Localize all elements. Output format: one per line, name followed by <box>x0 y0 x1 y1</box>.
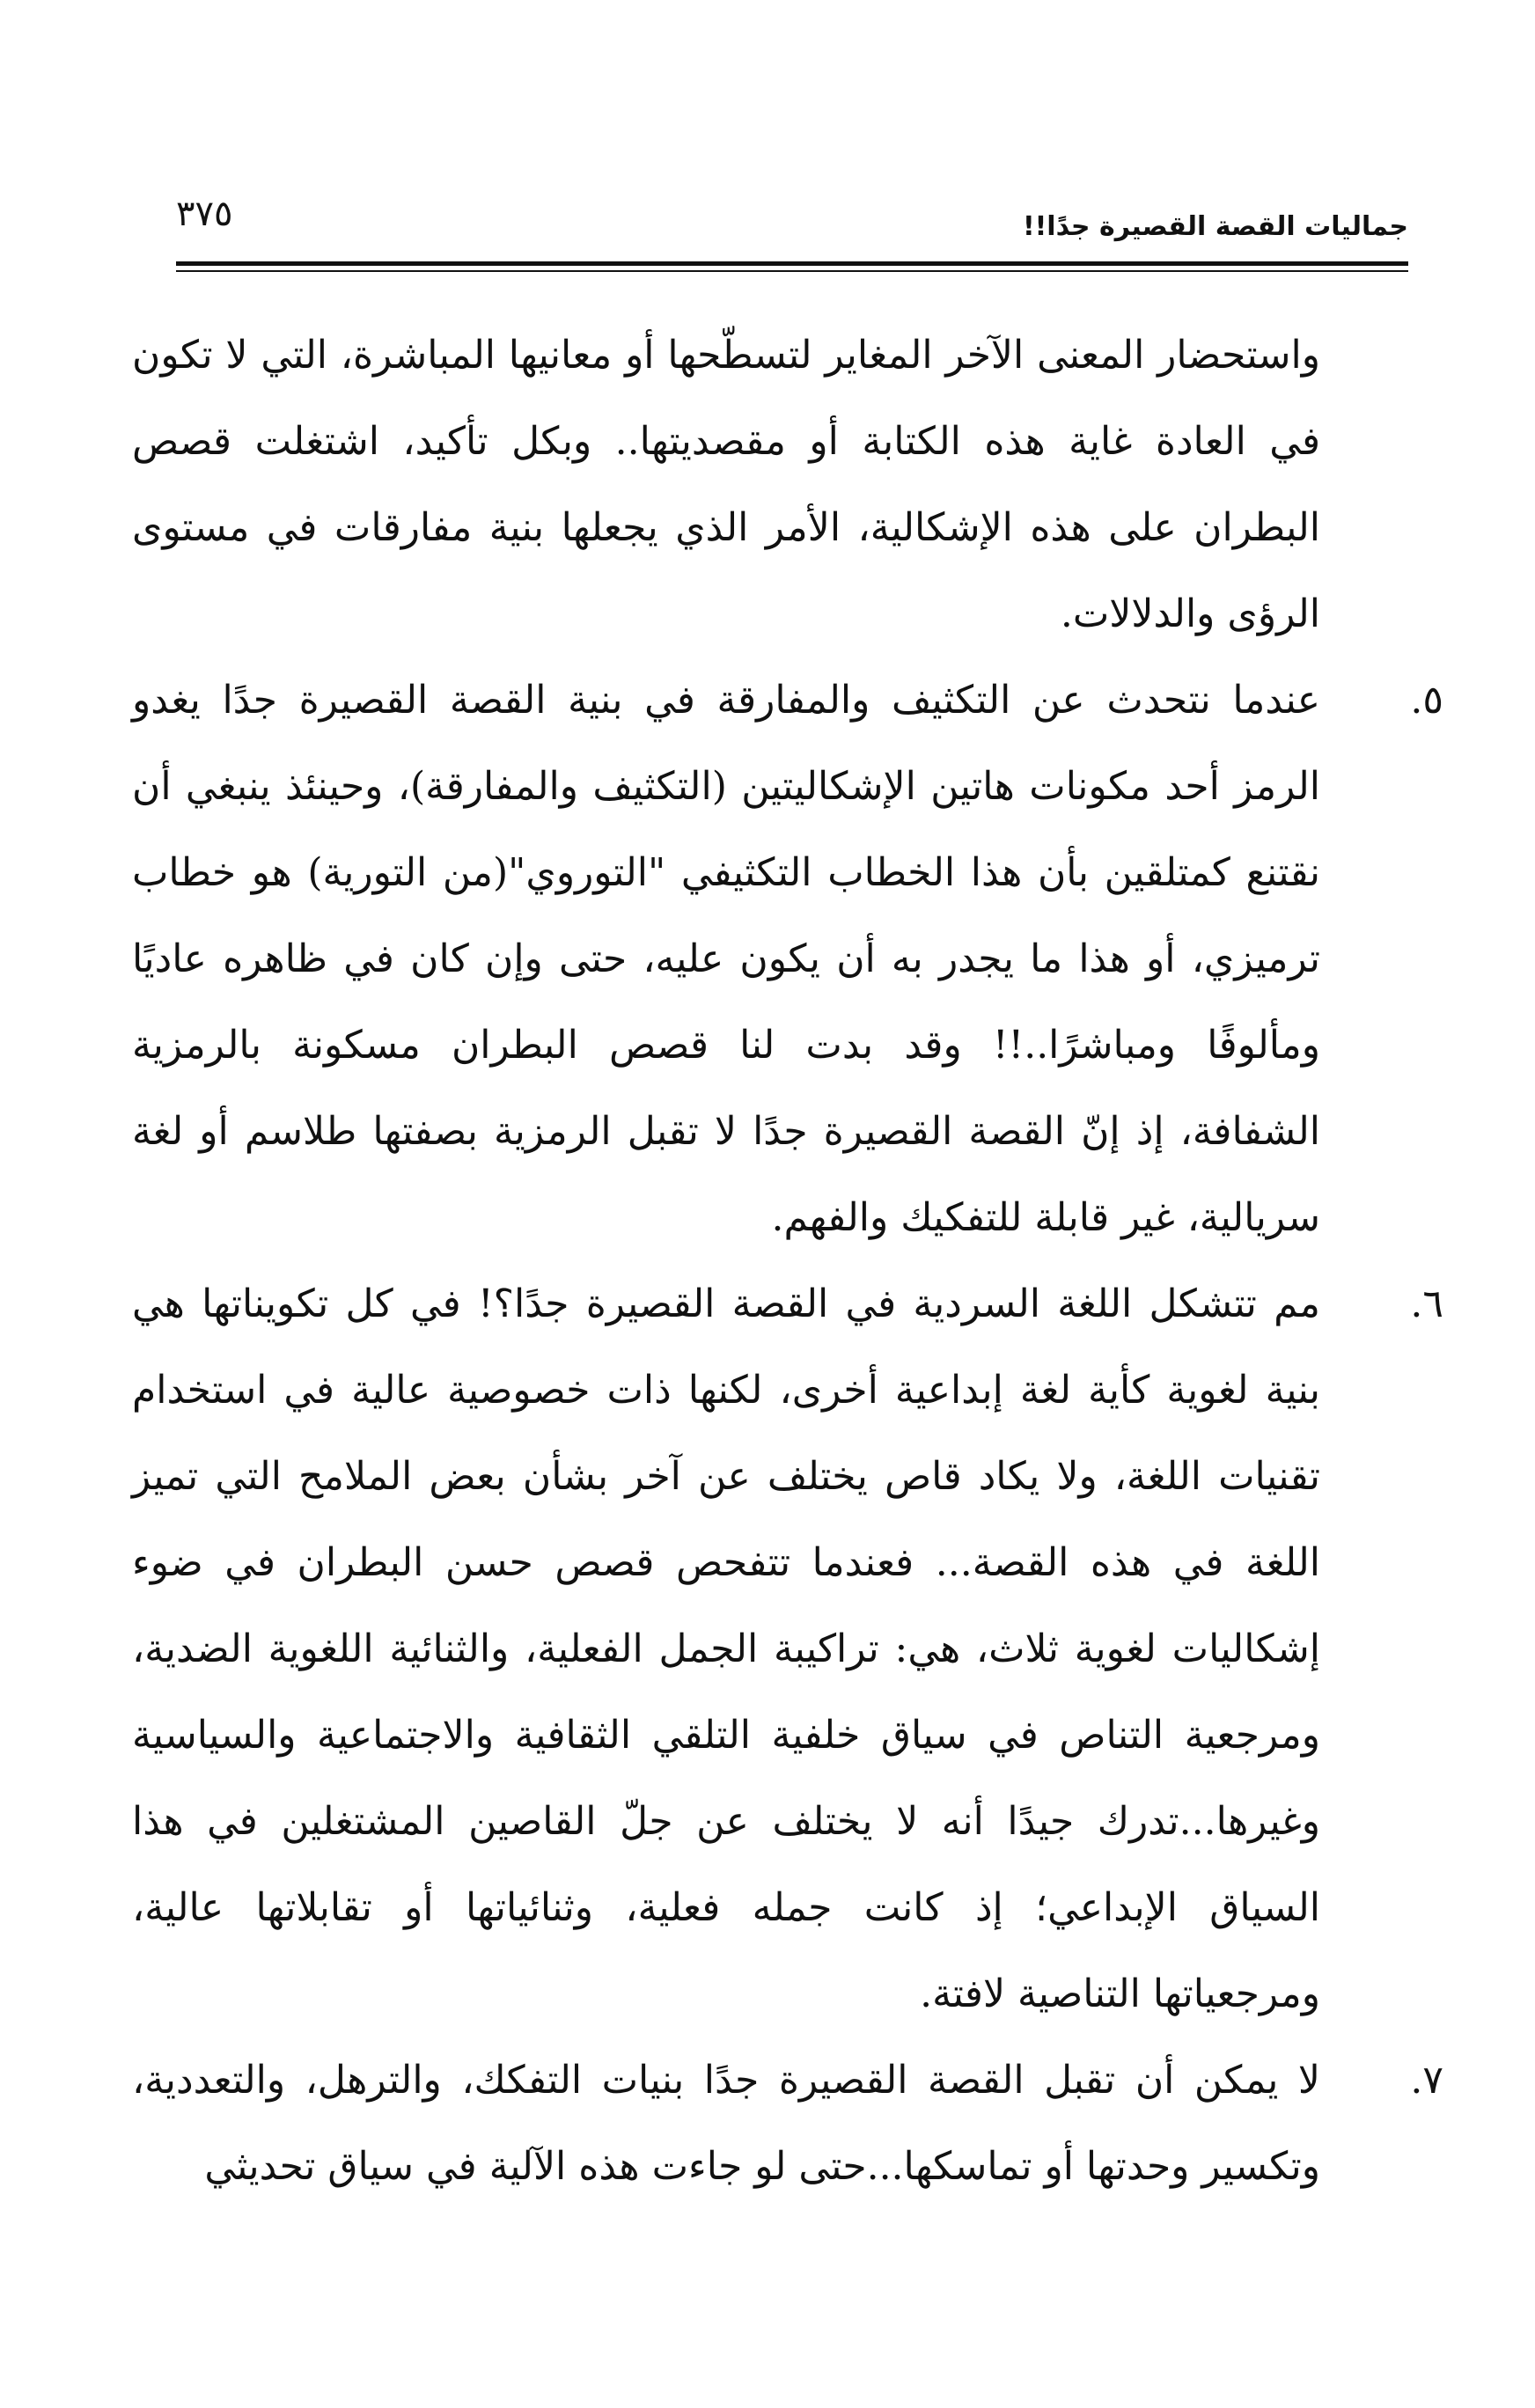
list-item-text: مم تتشكل اللغة السردية في القصة القصيرة جدًا؟! في كل تكويناتها هي بنية لغوية كأية لغة إبداعية أخرى، لكنها ذات خصوصية عالية في استخدام تقنيات اللغة، ولا يكاد قاص يختلف عن آخر بشأن بعض الملامح التي تميز اللغة في هذه القصة... فعندما تتفحص قصص حسن البطران في ضوء إشكاليات لغوية ثلاث، هي: تراكيبة الجمل الفعلية، والثنائية اللغوية الضدية، ومرجعية التناص في سياق خلفية التلقي الثقافية والاجتماعية والسياسية وغيرها...تدرك جيدًا أنه لا يختلف عن جلّ القاصين المشتغلين في هذا السياق الإبداعي؛ إذ كانت جمله فعلية، وثنائياتها أو تقابلاتها عالية، ومرجعياتها التناصية لافتة. <box>132 1281 1320 2016</box>
list-item-text: لا يمكن أن تقبل القصة القصيرة جدًا بنيات التفكك، والترهل، والتعددية، وتكسير وحدتها أو تماسكها...حتى لو جاءت هذه الآلية في سياق تحديثي <box>132 2058 1320 2189</box>
running-title: جماليات القصة القصيرة جدًا!! <box>1022 211 1408 242</box>
page-header <box>176 176 1408 255</box>
list-item-number: ٧. <box>1410 2058 1443 2103</box>
header-rule-thick <box>176 261 1408 266</box>
list-item <box>132 2037 1443 2210</box>
list-item-number: ٦. <box>1410 1281 1443 1326</box>
list-item-text: عندما نتحدث عن التكثيف والمفارقة في بنية القصة القصيرة جدًا يغدو الرمز أحد مكونات هاتين الإشكاليتين (التكثيف والمفارقة)، وحينئذ ينبغي أن نقتنع كمتلقين بأن هذا الخطاب التكثيفي "التوروي"(من التورية) هو خطاب ترميزي، أو هذا ما يجدر به أن يكون عليه، حتى وإن كان في ظاهره عاديًا ومألوفًا ومباشرًا..!! وقد بدت لنا قصص البطران مسكونة بالرمزية الشفافة، إذ إنّ القصة القصيرة جدًا لا تقبل الرمزية بصفتها طلاسم أو لغة سريالية، غير قابلة للتفكيك والفهم. <box>132 678 1320 1240</box>
list-item-number: ٥. <box>1410 678 1443 723</box>
page-number: ٣٧٥ <box>176 194 233 234</box>
list-item <box>132 1261 1443 2037</box>
header-rule-thin <box>176 270 1408 272</box>
list-item <box>132 657 1443 1261</box>
intro-paragraph: واستحضار المعنى الآخر المغاير لتسطّحها أو معانيها المباشرة، التي لا تكون في العادة غاية هذه الكتابة أو مقصديتها.. وبكل تأكيد، اشتغلت قصص البطران على هذه الإشكالية، الأمر الذي يجعلها بنية مفارقات في مستوى الرؤى والدلالات. <box>132 333 1320 636</box>
body-text <box>132 312 1443 2210</box>
